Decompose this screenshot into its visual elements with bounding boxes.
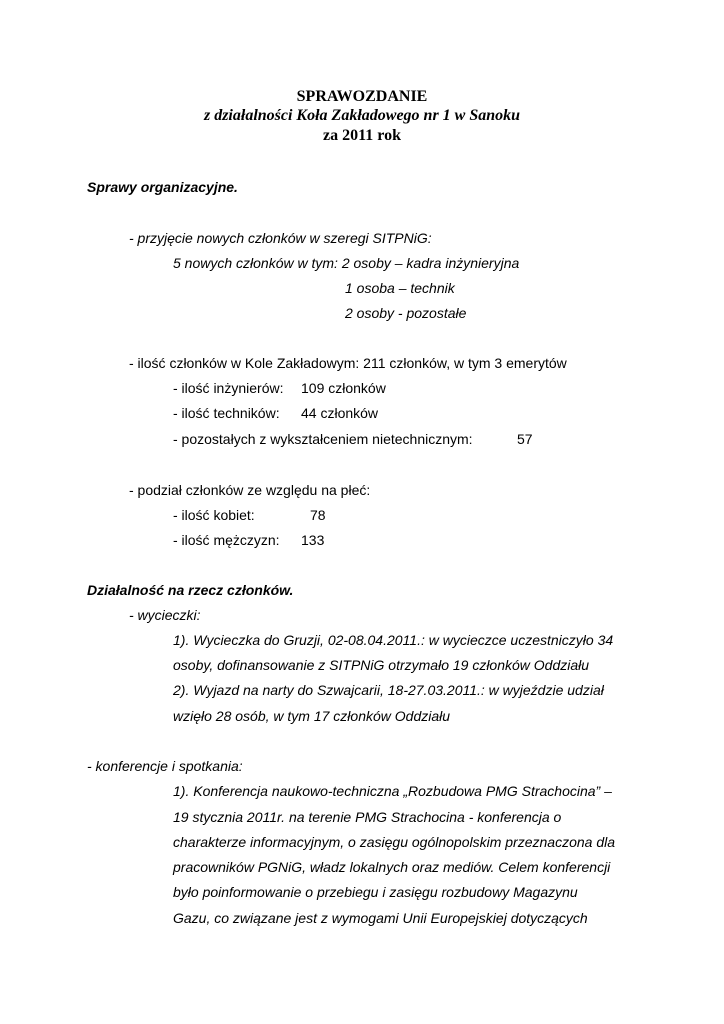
member-count-intro: - ilość członków w Kole Zakładowym: 211 członków, w tym 3 emerytów — [129, 355, 567, 371]
men-value: 133 — [301, 532, 325, 548]
conference-text-line: pracowników PGNiG, władz lokalnych oraz mediów. Celem konferencji — [173, 859, 611, 875]
trip-item-line: 1). Wycieczka do Gruzji, 02-08.04.2011.: w wycieczce uczestniczyło 34 — [173, 632, 614, 648]
new-members-line: 2 osoby - pozostałe — [345, 305, 467, 321]
conferences-label: - konferencje i spotkania: — [87, 758, 243, 774]
trips-label: - wycieczki: — [129, 607, 201, 623]
trip-item-line: 2). Wyjazd na narty do Szwajcarii, 18-27.03.2011.: w wyjeździe udział — [173, 682, 604, 698]
section-heading-activities: Działalność na rzecz członków. — [87, 582, 294, 598]
conference-text-line: 1). Konferencja naukowo-techniczna „Rozbudowa PMG Strachocina” – — [173, 783, 612, 799]
women-value: 78 — [310, 507, 326, 523]
trip-item-line: wzięło 28 osób, w tym 17 członków Oddziału — [173, 708, 451, 724]
new-members-intro: - przyjęcie nowych członków w szeregi SITPNiG: — [129, 230, 432, 246]
others-label: - pozostałych z wykształceniem nietechnicznym: — [173, 431, 473, 447]
new-members-line: 5 nowych członków w tym: 2 osoby – kadra inżynieryjna — [173, 255, 520, 271]
men-label: - ilość mężczyzn: — [173, 532, 280, 548]
section-heading-organization: Sprawy organizacyjne. — [87, 179, 238, 195]
document-year: za 2011 rok — [323, 127, 401, 144]
conference-text-line: charakterze informacyjnym, o zasięgu ogólnopolskim przeznaczona dla — [173, 834, 615, 850]
others-value: 57 — [517, 431, 533, 447]
document-subtitle: z działalności Koła Zakładowego nr 1 w Sanoku — [203, 107, 521, 124]
conference-text-line: Gazu, co związane jest z wymogami Unii Europejskiej dotyczących — [173, 910, 588, 926]
engineers-value: 109 członków — [301, 380, 386, 396]
technicians-value: 44 członków — [301, 405, 379, 421]
conference-text-line: było poinformowanie o przebiegu i zasięgu rozbudowy Magazynu — [173, 884, 578, 900]
technicians-label: - ilość techników: — [173, 405, 280, 421]
women-label: - ilość kobiet: — [173, 507, 255, 523]
trip-item-line: osoby, dofinansowanie z SITPNiG otrzymało 19 członków Oddziału — [173, 657, 590, 673]
conference-text-line: 19 stycznia 2011r. na terenie PMG Strachocina - konferencja o — [173, 809, 562, 825]
document-title: SPRAWOZDANIE — [296, 88, 428, 105]
gender-intro: - podział członków ze względu na płeć: — [129, 482, 371, 498]
engineers-label: - ilość inżynierów: — [173, 380, 284, 396]
new-members-line: 1 osoba – technik — [345, 280, 455, 296]
